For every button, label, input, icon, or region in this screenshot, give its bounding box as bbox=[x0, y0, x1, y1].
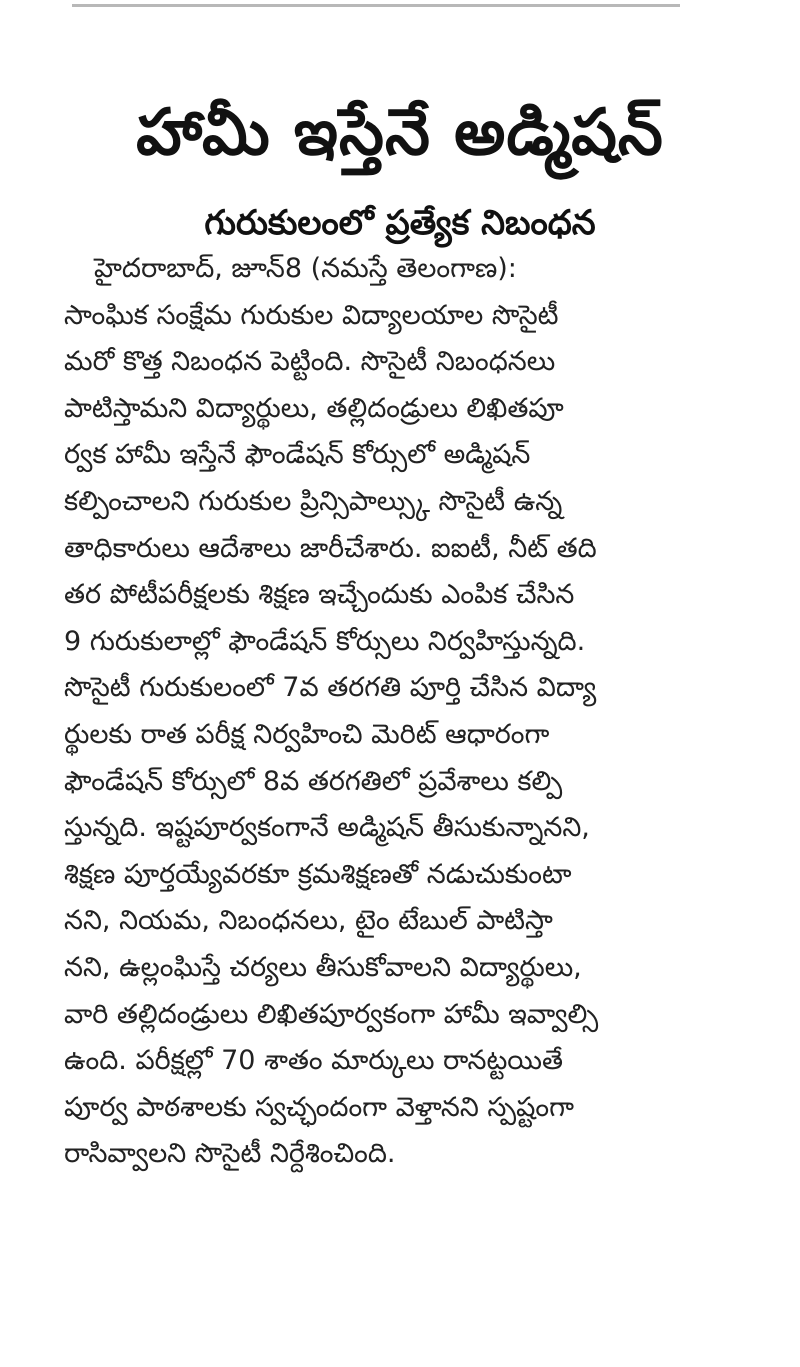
article-line: రాసివ్వాలని సొసైటీ నిర్దేశించింది. bbox=[64, 1138, 396, 1170]
article-line: ర్థులకు రాత పరీక్ష నిర్వహించి మెరిట్ ఆధారంగా bbox=[64, 718, 550, 750]
article-line: సొసైటీ గురుకులంలో 7వ తరగతి పూర్తి చేసిన విద్యా bbox=[64, 672, 597, 704]
article-line: సాంఘిక సంక్షేమ గురుకుల విద్యాలయాల సొసైటీ bbox=[64, 299, 559, 331]
article-headline: హామీ ఇస్తేనే అడ్మిషన్ bbox=[136, 95, 664, 170]
article-line: ఉంది. పరీక్షల్లో 70 శాతం మార్కులు రానట్టయితే bbox=[64, 1045, 564, 1077]
article-line: స్తున్నది. ఇష్టపూర్వకంగానే అడ్మిషన్ తీసుకున్నానని, bbox=[64, 812, 590, 844]
article-line: నని, నియమ, నిబంధనలు, టైం టేబుల్ పాటిస్తా bbox=[64, 905, 553, 937]
article-line: తాధికారులు ఆదేశాలు జారీచేశారు. ఐఐటీ, నీట్ తది bbox=[64, 532, 597, 564]
top-divider bbox=[72, 4, 680, 7]
article-line: పాటిస్తామని విద్యార్థులు, తల్లిదండ్రులు లిఖితపూ bbox=[64, 392, 564, 424]
article-line: 9 గురుకులాల్లో ఫౌండేషన్ కోర్సులు నిర్వహిస్తున్నది. bbox=[64, 625, 586, 657]
article-line: ర్వక హామీ ఇస్తేనే ఫౌండేషన్ కోర్సులో అడ్మిషన్ bbox=[64, 439, 531, 471]
article-line: శిక్షణ పూర్తయ్యేవరకూ క్రమశిక్షణతో నడుచుకుంటా bbox=[64, 858, 572, 890]
article-line: ఫౌండేషన్ కోర్సులో 8వ తరగతిలో ప్రవేశాలు కల్పి bbox=[64, 765, 563, 797]
article-line: నని, ఉల్లంఘిస్తే చర్యలు తీసుకోవాలని విద్యార్థులు, bbox=[64, 951, 582, 983]
article-line: హైదరాబాద్, జూన్8 (నమస్తే తెలంగాణ): bbox=[94, 253, 517, 284]
article-line: కల్పించాలని గురుకుల ప్రిన్సిపాల్స్కు సొసైటీ ఉన్న bbox=[64, 485, 563, 517]
article-line: మరో కొత్త నిబంధన పెట్టింది. సొసైటీ నిబంధనలు bbox=[64, 346, 556, 378]
article-line: తర పోటీపరీక్షలకు శిక్షణ ఇచ్చేందుకు ఎంపిక చేసిన bbox=[64, 579, 575, 611]
article-subheadline: గురుకులంలో ప్రత్యేక నిబంధన bbox=[204, 203, 596, 244]
article-line: వారి తల్లిదండ్రులు లిఖితపూర్వకంగా హామీ ఇవ్వాల్సి bbox=[64, 998, 599, 1030]
article-body bbox=[64, 246, 754, 1178]
article-line: పూర్వ పాఠశాలకు స్వచ్ఛందంగా వెళ్తానని స్పష్టంగా bbox=[64, 1091, 574, 1123]
